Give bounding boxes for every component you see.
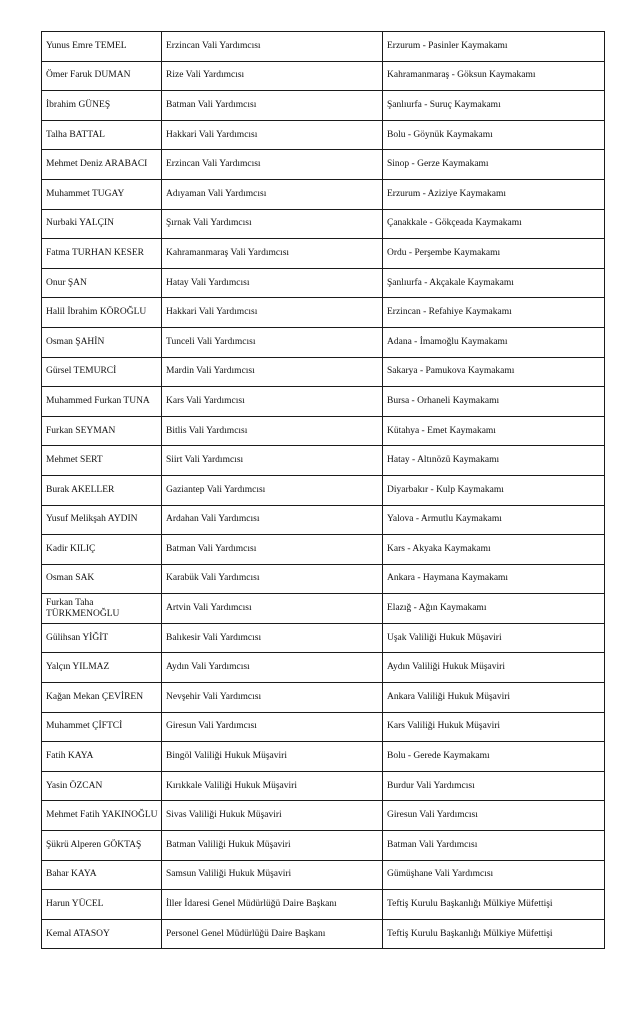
person-name-cell: Muhammed Furkan TUNA xyxy=(42,387,162,417)
appointments-table xyxy=(41,31,605,949)
current-position-cell: Karabük Vali Yardımcısı xyxy=(162,564,383,594)
table-row xyxy=(42,535,605,565)
person-name-cell: Mehmet Fatih YAKINOĞLU xyxy=(42,801,162,831)
new-position-cell: Adana - İmamoğlu Kaymakamı xyxy=(383,327,605,357)
person-name-cell: Kağan Mekan ÇEVİREN xyxy=(42,683,162,713)
person-name-cell: Yasin ÖZCAN xyxy=(42,771,162,801)
new-position-cell: Teftiş Kurulu Başkanlığı Mülkiye Müfettişi xyxy=(383,890,605,920)
new-position-cell: Aydın Valiliği Hukuk Müşaviri xyxy=(383,653,605,683)
table-row xyxy=(42,771,605,801)
current-position-cell: Bingöl Valiliği Hukuk Müşaviri xyxy=(162,742,383,772)
current-position-cell: Personel Genel Müdürlüğü Daire Başkanı xyxy=(162,919,383,949)
new-position-cell: Bolu - Göynük Kaymakamı xyxy=(383,120,605,150)
current-position-cell: İller İdaresi Genel Müdürlüğü Daire Başkanı xyxy=(162,890,383,920)
current-position-cell: Giresun Vali Yardımcısı xyxy=(162,712,383,742)
table-row xyxy=(42,387,605,417)
new-position-cell: Bolu - Gerede Kaymakamı xyxy=(383,742,605,772)
table-row xyxy=(42,150,605,180)
current-position-cell: Rize Vali Yardımcısı xyxy=(162,61,383,91)
new-position-cell: Batman Vali Yardımcısı xyxy=(383,831,605,861)
person-name-cell: Şükrü Alperen GÖKTAŞ xyxy=(42,831,162,861)
new-position-cell: Ankara - Haymana Kaymakamı xyxy=(383,564,605,594)
person-name-cell: Fatma TURHAN KESER xyxy=(42,239,162,269)
current-position-cell: Siirt Vali Yardımcısı xyxy=(162,446,383,476)
person-name-cell: Burak AKELLER xyxy=(42,475,162,505)
table-row xyxy=(42,653,605,683)
new-position-cell: Ordu - Perşembe Kaymakamı xyxy=(383,239,605,269)
table-row xyxy=(42,61,605,91)
person-name-cell: Kemal ATASOY xyxy=(42,919,162,949)
person-name-cell: Bahar KAYA xyxy=(42,860,162,890)
current-position-cell: Nevşehir Vali Yardımcısı xyxy=(162,683,383,713)
table-row xyxy=(42,298,605,328)
table-row xyxy=(42,475,605,505)
current-position-cell: Balıkesir Vali Yardımcısı xyxy=(162,623,383,653)
person-name-cell: Furkan Taha TÜRKMENOĞLU xyxy=(42,594,162,624)
new-position-cell: Elazığ - Ağın Kaymakamı xyxy=(383,594,605,624)
table-row xyxy=(42,683,605,713)
person-name-cell: Mehmet SERT xyxy=(42,446,162,476)
new-position-cell: Kars Valiliği Hukuk Müşaviri xyxy=(383,712,605,742)
person-name-cell: Yalçın YILMAZ xyxy=(42,653,162,683)
table-row xyxy=(42,712,605,742)
current-position-cell: Hakkari Vali Yardımcısı xyxy=(162,298,383,328)
current-position-cell: Kırıkkale Valiliği Hukuk Müşaviri xyxy=(162,771,383,801)
new-position-cell: Çanakkale - Gökçeada Kaymakamı xyxy=(383,209,605,239)
table-row xyxy=(42,209,605,239)
current-position-cell: Artvin Vali Yardımcısı xyxy=(162,594,383,624)
table-row xyxy=(42,416,605,446)
current-position-cell: Sivas Valiliği Hukuk Müşaviri xyxy=(162,801,383,831)
new-position-cell: Erzincan - Refahiye Kaymakamı xyxy=(383,298,605,328)
new-position-cell: Şanlıurfa - Suruç Kaymakamı xyxy=(383,91,605,121)
new-position-cell: Gümüşhane Vali Yardımcısı xyxy=(383,860,605,890)
new-position-cell: Erzurum - Pasinler Kaymakamı xyxy=(383,32,605,62)
new-position-cell: Giresun Vali Yardımcısı xyxy=(383,801,605,831)
table-row xyxy=(42,919,605,949)
current-position-cell: Erzincan Vali Yardımcısı xyxy=(162,150,383,180)
current-position-cell: Tunceli Vali Yardımcısı xyxy=(162,327,383,357)
table-row xyxy=(42,32,605,62)
table-row xyxy=(42,446,605,476)
appointments-table-body xyxy=(42,32,605,949)
table-row xyxy=(42,120,605,150)
current-position-cell: Batman Vali Yardımcısı xyxy=(162,535,383,565)
person-name-cell: Nurbaki YALÇIN xyxy=(42,209,162,239)
table-row xyxy=(42,890,605,920)
person-name-cell: Mehmet Deniz ARABACI xyxy=(42,150,162,180)
table-row xyxy=(42,831,605,861)
table-row xyxy=(42,564,605,594)
table-row xyxy=(42,357,605,387)
table-row xyxy=(42,594,605,624)
person-name-cell: Ömer Faruk DUMAN xyxy=(42,61,162,91)
current-position-cell: Mardin Vali Yardımcısı xyxy=(162,357,383,387)
new-position-cell: Kütahya - Emet Kaymakamı xyxy=(383,416,605,446)
person-name-cell: Osman SAK xyxy=(42,564,162,594)
table-row xyxy=(42,91,605,121)
current-position-cell: Adıyaman Vali Yardımcısı xyxy=(162,179,383,209)
person-name-cell: Talha BATTAL xyxy=(42,120,162,150)
new-position-cell: Ankara Valiliği Hukuk Müşaviri xyxy=(383,683,605,713)
current-position-cell: Samsun Valiliği Hukuk Müşaviri xyxy=(162,860,383,890)
person-name-cell: Gürsel TEMURCİ xyxy=(42,357,162,387)
table-row xyxy=(42,801,605,831)
current-position-cell: Gaziantep Vali Yardımcısı xyxy=(162,475,383,505)
new-position-cell: Sakarya - Pamukova Kaymakamı xyxy=(383,357,605,387)
new-position-cell: Diyarbakır - Kulp Kaymakamı xyxy=(383,475,605,505)
person-name-cell: Fatih KAYA xyxy=(42,742,162,772)
new-position-cell: Erzurum - Aziziye Kaymakamı xyxy=(383,179,605,209)
current-position-cell: Hakkari Vali Yardımcısı xyxy=(162,120,383,150)
table-row xyxy=(42,860,605,890)
current-position-cell: Bitlis Vali Yardımcısı xyxy=(162,416,383,446)
person-name-cell: Yunus Emre TEMEL xyxy=(42,32,162,62)
current-position-cell: Aydın Vali Yardımcısı xyxy=(162,653,383,683)
table-row xyxy=(42,179,605,209)
new-position-cell: Kars - Akyaka Kaymakamı xyxy=(383,535,605,565)
new-position-cell: Uşak Valiliği Hukuk Müşaviri xyxy=(383,623,605,653)
table-row xyxy=(42,742,605,772)
table-row xyxy=(42,623,605,653)
person-name-cell: Halil İbrahim KÖROĞLU xyxy=(42,298,162,328)
current-position-cell: Şırnak Vali Yardımcısı xyxy=(162,209,383,239)
new-position-cell: Hatay - Altınözü Kaymakamı xyxy=(383,446,605,476)
person-name-cell: Gülihsan YİĞİT xyxy=(42,623,162,653)
person-name-cell: Muhammet TUGAY xyxy=(42,179,162,209)
person-name-cell: Furkan SEYMAN xyxy=(42,416,162,446)
person-name-cell: Harun YÜCEL xyxy=(42,890,162,920)
new-position-cell: Teftiş Kurulu Başkanlığı Mülkiye Müfettişi xyxy=(383,919,605,949)
new-position-cell: Şanlıurfa - Akçakale Kaymakamı xyxy=(383,268,605,298)
new-position-cell: Bursa - Orhaneli Kaymakamı xyxy=(383,387,605,417)
table-row xyxy=(42,268,605,298)
table-row xyxy=(42,239,605,269)
current-position-cell: Batman Valiliği Hukuk Müşaviri xyxy=(162,831,383,861)
current-position-cell: Batman Vali Yardımcısı xyxy=(162,91,383,121)
current-position-cell: Hatay Vali Yardımcısı xyxy=(162,268,383,298)
table-row xyxy=(42,327,605,357)
person-name-cell: Kadir KILIÇ xyxy=(42,535,162,565)
person-name-cell: İbrahim GÜNEŞ xyxy=(42,91,162,121)
person-name-cell: Yusuf Melikşah AYDIN xyxy=(42,505,162,535)
current-position-cell: Kars Vali Yardımcısı xyxy=(162,387,383,417)
new-position-cell: Yalova - Armutlu Kaymakamı xyxy=(383,505,605,535)
current-position-cell: Ardahan Vali Yardımcısı xyxy=(162,505,383,535)
person-name-cell: Osman ŞAHİN xyxy=(42,327,162,357)
table-row xyxy=(42,505,605,535)
person-name-cell: Onur ŞAN xyxy=(42,268,162,298)
person-name-cell: Muhammet ÇİFTCİ xyxy=(42,712,162,742)
new-position-cell: Kahramanmaraş - Göksun Kaymakamı xyxy=(383,61,605,91)
new-position-cell: Sinop - Gerze Kaymakamı xyxy=(383,150,605,180)
current-position-cell: Kahramanmaraş Vali Yardımcısı xyxy=(162,239,383,269)
new-position-cell: Burdur Vali Yardımcısı xyxy=(383,771,605,801)
current-position-cell: Erzincan Vali Yardımcısı xyxy=(162,32,383,62)
